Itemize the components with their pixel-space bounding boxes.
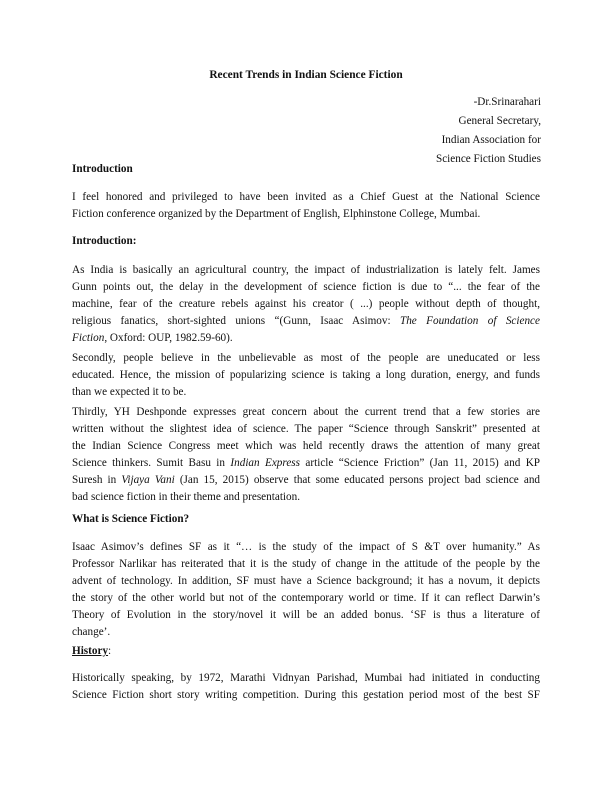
text-line: [72, 472, 540, 489]
text-run: Science thinkers. Sumit Basu in: [72, 457, 231, 469]
text-line: Thirdly, YH Deshponde expresses great concern about the current trend that a few stories are: [72, 406, 540, 418]
text-line: bad science fiction in their theme and presentation.: [72, 491, 301, 503]
text-run: religious fanatics, short-sighted unions “(Gunn, Isaac Asimov:: [72, 315, 400, 327]
text-run: article “Science Friction” (Jan 11, 2015) and KP: [300, 457, 541, 469]
author-org-line-2: Science Fiction Studies: [435, 153, 541, 165]
author-name: -Dr.Srinarahari: [473, 96, 541, 108]
text-line: Secondly, people believe in the unbelievable as most of the people are uneducated or less: [72, 352, 540, 364]
author-position: General Secretary,: [458, 115, 541, 127]
heading-history: [72, 643, 111, 660]
paragraph-history: [72, 670, 540, 704]
text-line: than we expected it to be.: [72, 386, 187, 398]
text-line: [72, 313, 540, 330]
text-line: Gunn points out, the delay in the development of science fiction is due to “... the fear of the: [72, 281, 540, 293]
text-line: [72, 455, 540, 472]
book-title: The Foundation of Science: [399, 315, 540, 327]
text-line: Historically speaking, by 1972, Marathi Vidnyan Parishad, Mumbai had initiated in conducting: [72, 672, 540, 684]
heading-introduction: Introduction: [72, 163, 133, 175]
paragraph-sf-definition: [72, 539, 540, 641]
paragraph-intro-greeting: [72, 189, 540, 223]
heading-introduction-colon: Introduction:: [72, 235, 137, 247]
text-line: Theory of Evolution in the story/novel it will be an added bonus. ‘SF is thus a literature of: [72, 609, 540, 621]
paragraph-industrialization: [72, 262, 540, 347]
text-line: written without the slightest idea of science. The paper “Science through Sanskrit” presented at: [72, 423, 540, 435]
text-line: educated. Hence, the mission of popularizing science is taking a long duration, energy, and funds: [72, 369, 540, 381]
text-line: Professor Narlikar has reiterated that it is the study of change in the attitude of the people by the: [72, 558, 540, 570]
paragraph-thirdly: [72, 404, 540, 506]
text-run: , Oxford: OUP, 1982.59-60).: [104, 332, 233, 344]
text-line: I feel honored and privileged to have been invited as a Chief Guest at the National Science: [72, 191, 540, 203]
text-line: Science Fiction short story writing competition. During this gestation period most of the best SF: [72, 689, 540, 701]
text-run: (Jan 15, 2015) observe that some educated persons project bad science and: [174, 474, 541, 486]
publication-name: Indian Express: [230, 457, 301, 469]
document-title: Recent Trends in Indian Science Fiction: [209, 69, 403, 81]
text-line: Fiction conference organized by the Department of English, Elphinstone College, Mumbai.: [72, 208, 481, 220]
text-line: As India is basically an agricultural country, the impact of industrialization is lately felt. James: [72, 264, 540, 276]
heading-history-colon: :: [108, 645, 112, 657]
author-org-line-1: Indian Association for: [441, 134, 541, 146]
author-block: [436, 93, 541, 169]
publication-name: Vijaya Vani: [121, 474, 175, 486]
text-line: advent of technology. In addition, SF must have a Science background; it has a novum, it depicts: [72, 575, 540, 587]
text-line: the Indian Science Congress meet which was held recently draws the attention of many great: [72, 440, 540, 452]
heading-what-is-sf: What is Science Fiction?: [72, 513, 190, 525]
text-line: Isaac Asimov’s defines SF as it “… is the study of the impact of S &T over humanity.” As: [72, 541, 540, 553]
heading-history-label: History: [72, 645, 109, 657]
text-line: machine, fear of the creature rebels against his creator ( ...) people without depth of thought,: [72, 298, 540, 310]
text-run: Suresh in: [72, 474, 122, 486]
text-line: [72, 330, 540, 347]
text-line: the story of the other world but not of the contemporary world or time. If it can reflect Darwin’s: [72, 592, 540, 604]
text-line: change’.: [72, 626, 111, 638]
book-title-cont: Fiction: [72, 332, 105, 344]
paragraph-secondly: [72, 350, 540, 401]
